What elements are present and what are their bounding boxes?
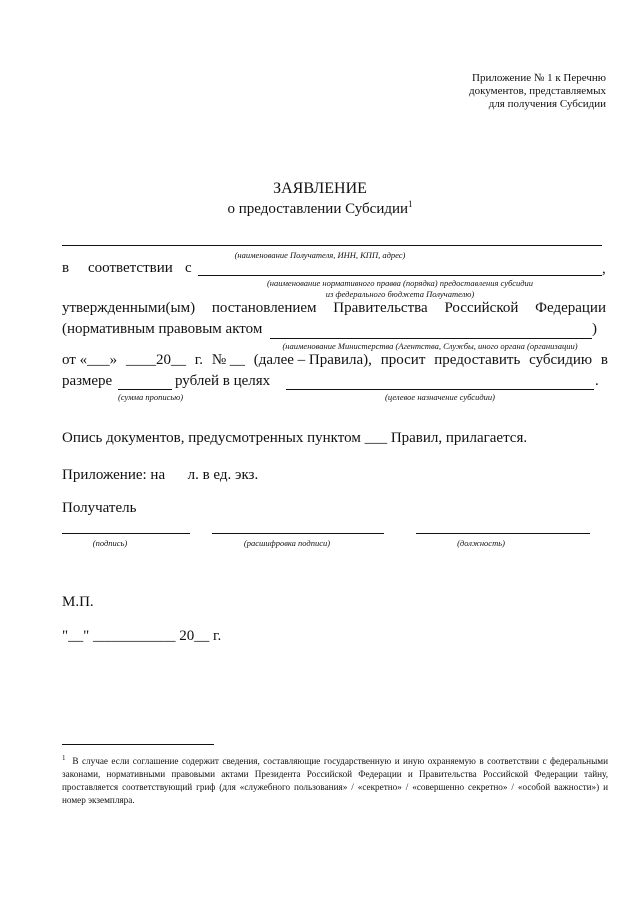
appendix-header	[469, 72, 606, 111]
date-word: № __	[211, 352, 245, 368]
approved-word: Правительства	[333, 300, 428, 316]
signature-caption: (подпись)	[92, 538, 128, 548]
recipient-caption: (наименование Получателя, ИНН, КПП, адрес)	[234, 250, 406, 260]
purpose-caption: (целевое назначение субсидии)	[385, 392, 495, 402]
attachment-text: Приложение: на л. в ед. экз.	[62, 467, 259, 483]
appendix-line-2: документов, представляемых	[469, 85, 606, 97]
date-word: от «___»	[62, 352, 118, 368]
in-word: в	[62, 260, 70, 276]
recipient-label: Получатель	[62, 500, 137, 516]
normative-line	[198, 275, 602, 276]
approved-word: утвержденными(ым)	[62, 300, 196, 316]
normative-caption-2: из федерального бюджета Получателю)	[325, 289, 475, 299]
date-word: (далее – Правила),	[253, 352, 372, 368]
title-footnote-mark: 1	[408, 199, 413, 209]
approved-word: Федерации	[535, 300, 606, 316]
date-word: г.	[194, 352, 203, 368]
sum-caption: (сумма прописью)	[118, 392, 184, 402]
document-title: ЗАЯВЛЕНИЕ	[273, 180, 367, 197]
normative-act-label: (нормативным правовым актом	[62, 321, 263, 337]
date-word: просит	[380, 352, 426, 368]
approved-line	[62, 300, 606, 317]
decoding-line	[212, 533, 384, 534]
position-line	[416, 533, 590, 534]
approved-word: Российской	[444, 300, 519, 316]
date-word: ____20__	[125, 352, 186, 368]
inventory-text: Опись документов, предусмотренных пунктом ___ Правил, прилагается.	[62, 430, 528, 446]
document-subtitle	[0, 199, 640, 218]
position-caption: (должность)	[457, 538, 505, 548]
amount-prefix: размере	[62, 373, 113, 389]
stamp-label: М.П.	[62, 594, 94, 610]
recipient-line	[62, 245, 602, 246]
signature-line	[62, 533, 190, 534]
with-word: с	[185, 260, 192, 276]
subtitle-text: о предоставлении Субсидии	[227, 201, 409, 217]
date-rules-line	[62, 352, 608, 369]
ministry-line	[270, 338, 592, 339]
purpose-blank	[286, 389, 594, 390]
amount-blank	[118, 389, 172, 390]
footnote-separator	[62, 744, 214, 745]
decoding-caption: (расшифровка подписи)	[243, 538, 331, 548]
period: .	[595, 373, 599, 389]
footnote	[62, 752, 608, 807]
comma: ,	[602, 261, 606, 277]
normative-caption-1: (наименование нормативного правва (порядка) предоставления субсидии	[266, 278, 534, 288]
close-paren: )	[592, 321, 597, 337]
accordance-word: соответствии	[88, 260, 173, 276]
amount-suffix: рублей в целях	[175, 373, 271, 389]
footnote-text: В случае если соглашение содержит сведения, составляющие государственную и иную охраняемую в соответствии с федеральными законами, нормативными правовыми актами Президента Российской Федерации и Правительства Российской Федерации тайну, проставляется соответствующий гриф (для «служебного пользования» / «секретно» / «совершенно секретно» / «особой важности») и номер экземпляра.	[62, 756, 608, 806]
appendix-line-1: Приложение № 1 к Перечню	[472, 72, 606, 84]
ministry-caption: (наименование Министерства (Агентства, Службы, иного органа (организации)	[282, 341, 578, 351]
approved-word: постановлением	[211, 300, 317, 316]
date-word: субсидию	[529, 352, 593, 368]
footnote-mark: 1	[62, 754, 66, 762]
date-line: "__" ___________ 20__ г.	[62, 628, 222, 644]
date-word: в	[600, 352, 608, 368]
date-word: предоставить	[434, 352, 521, 368]
appendix-line-3: для получения Субсидии	[488, 98, 606, 110]
